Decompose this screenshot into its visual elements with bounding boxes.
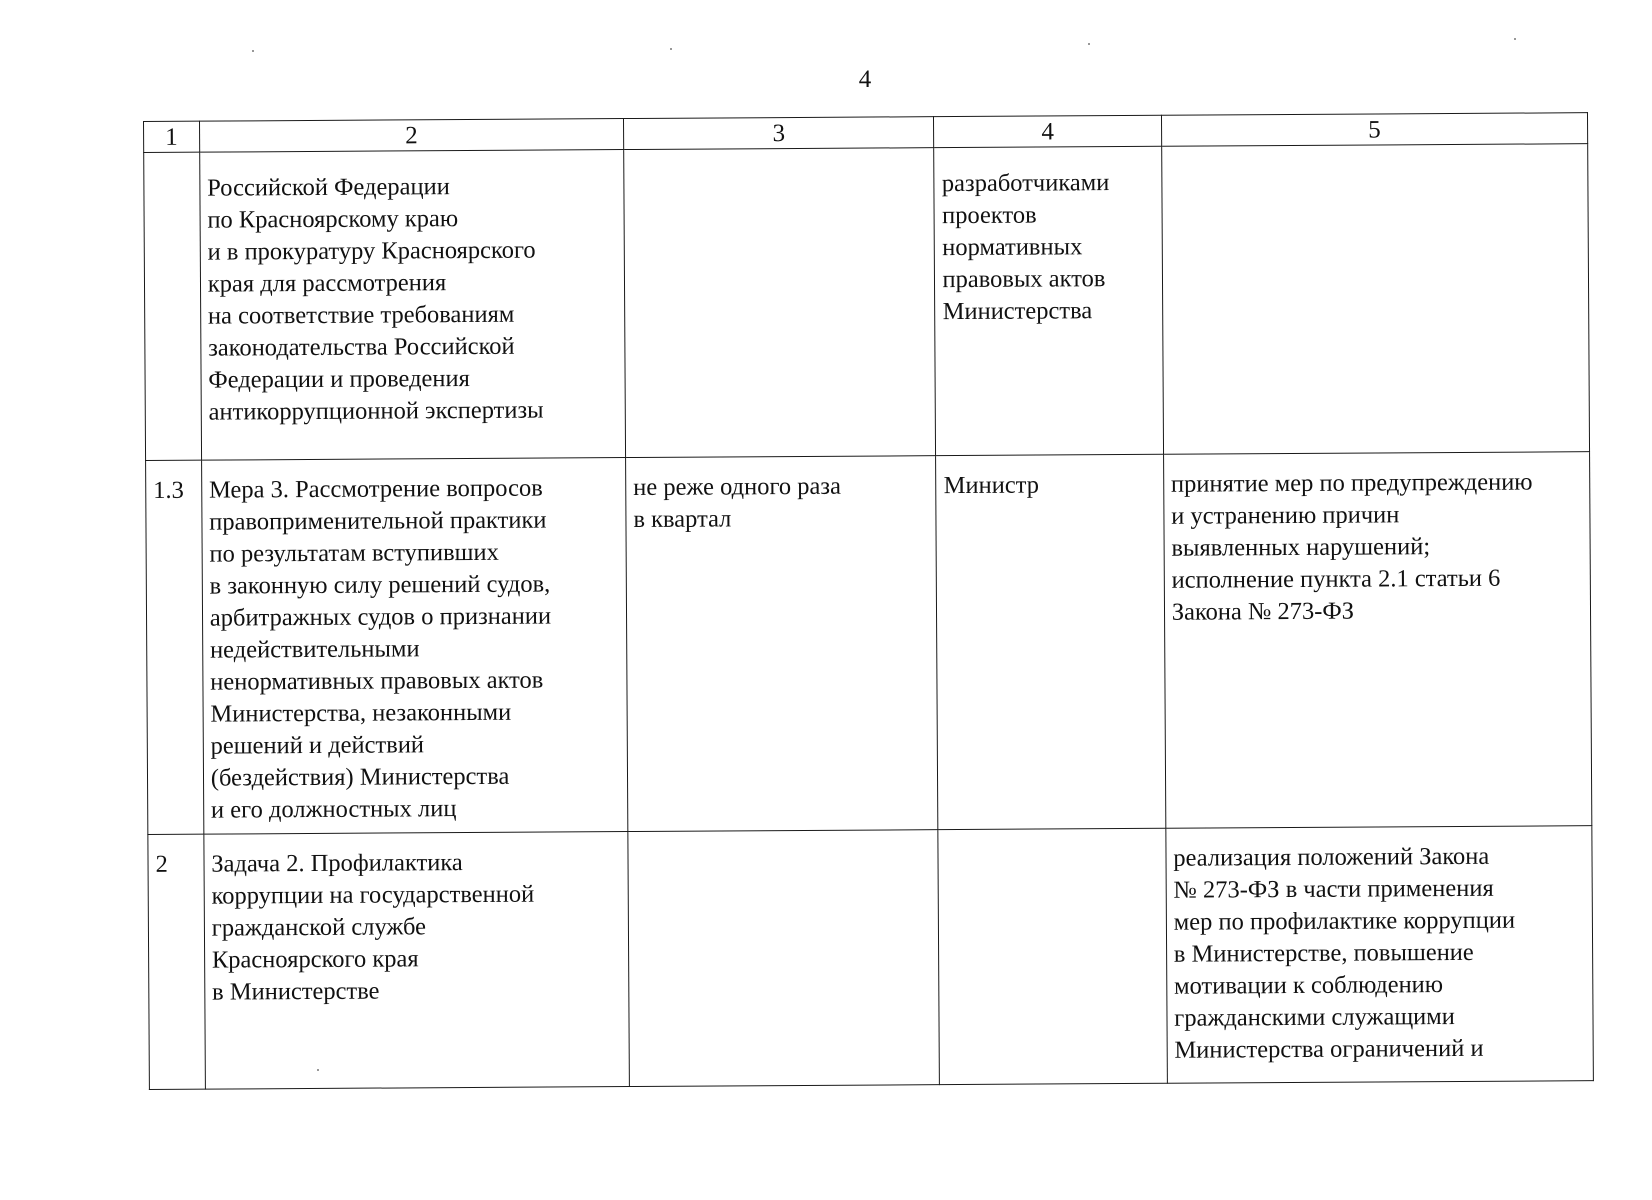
header-cell-3: 3 bbox=[623, 117, 934, 150]
deadline-cell: не реже одного раза в квартал bbox=[626, 456, 939, 832]
responsible-cell: разработчиками проектов нормативных правовых актов Министерства bbox=[934, 146, 1163, 455]
deadline-cell bbox=[624, 148, 936, 458]
table-row bbox=[148, 826, 1594, 1090]
scan-speck bbox=[1514, 38, 1516, 40]
result-cell bbox=[1161, 144, 1589, 455]
measure-cell: Мера 3. Рассмотрение вопросов правоприменительной практики по результатам вступивших в законную силу решений судов, арбитражных судов о признании недействительными ненормативных правовых актов Министерства, незаконными решений и действий (бездействия) Министерства и его должностных лиц bbox=[201, 458, 627, 835]
scan-speck bbox=[670, 48, 672, 50]
scan-speck bbox=[252, 50, 254, 52]
row-number-cell: 2 bbox=[148, 834, 205, 1089]
row-number-cell: 1.3 bbox=[146, 460, 204, 834]
header-cell-1: 1 bbox=[144, 121, 200, 152]
measure-cell: Российской Федерации по Красноярскому краю и в прокуратуру Красноярского края для рассмотрения на соответствие требованиям законодательства Российской Федерации и проведения антикоррупционной экспертизы bbox=[199, 150, 625, 461]
result-cell: реализация положений Закона № 273-ФЗ в части применения мер по профилактике коррупции в Министерстве, повышение мотивации к соблюдению гражданскими служащими Министерства ограничений и bbox=[1166, 826, 1594, 1084]
table-row bbox=[144, 144, 1590, 461]
header-cell-4: 4 bbox=[934, 115, 1161, 147]
measure-cell: Задача 2. Профилактика коррупции на государственной гражданской службе Красноярского края в Министерстве bbox=[204, 832, 630, 1090]
header-cell-2: 2 bbox=[199, 119, 623, 153]
header-cell-5: 5 bbox=[1161, 113, 1587, 147]
row-number-cell bbox=[144, 152, 202, 460]
table-row bbox=[146, 452, 1592, 835]
scan-speck bbox=[1088, 43, 1090, 45]
scan-speck bbox=[317, 1069, 319, 1071]
responsible-cell: Министр bbox=[936, 454, 1166, 829]
page-number: 4 bbox=[858, 66, 872, 93]
measures-table bbox=[143, 112, 1594, 1090]
result-cell: принятие мер по предупреждению и устранению причин выявленных нарушений; исполнение пункта 2.1 статьи 6 Закона № 273-ФЗ bbox=[1163, 452, 1592, 829]
responsible-cell bbox=[938, 828, 1167, 1084]
deadline-cell bbox=[628, 830, 940, 1087]
